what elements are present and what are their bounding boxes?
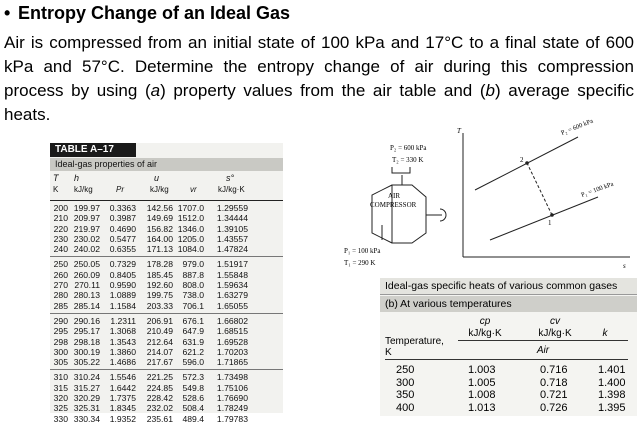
table-row [50,224,283,234]
table-row [50,316,283,326]
table-cell: 1.79783 [216,413,248,424]
compression-path [527,163,552,215]
isobar-p1 [490,197,598,240]
table-cell: 1.7375 [109,393,136,404]
table-cell: 230.02 [73,233,100,244]
table-cell: 164.00 [146,233,173,244]
table-cell: 1.39105 [216,223,248,234]
table-cell: 305.22 [73,357,100,368]
specific-heat-cell: 0.718 [540,376,568,389]
isobar-p1-label: P₁ = 100 kPa [580,180,615,199]
problem-text-2: ) property values from the air table and ( [160,81,486,100]
table-cell: 1.73498 [216,372,248,383]
col-h-unit: kJ/kg [74,185,93,194]
table-cell: 156.82 [146,223,173,234]
table-cell: 1346.0 [177,223,204,234]
table-cell: 1.5546 [109,372,136,383]
isobar-p2-label: P₂ = 600 kPa [560,117,595,137]
table-cell: 240 [53,244,68,255]
table-cell: 1707.0 [177,203,204,213]
table-cell: 260 [53,269,68,280]
col-cp-unit: kJ/kg·K [468,328,502,339]
table-cell: 300.19 [73,346,100,357]
table-cell: 808.0 [182,280,204,291]
table-cell: 1.43557 [216,233,248,244]
table-cell: 0.8405 [109,269,136,280]
col-vr: vr [190,185,197,194]
table-cell: 149.69 [146,213,173,224]
table-cell: 285.14 [73,300,100,311]
table-cell: 0.9590 [109,280,136,291]
table-cell: 596.0 [182,357,204,368]
outlet-pipe [392,167,410,173]
table-cell: 270 [53,280,68,291]
header-rule [458,340,628,341]
table-cell: 142.56 [146,203,173,213]
table-row [50,326,283,336]
table-cell: 330 [53,413,68,424]
table-row [50,280,283,290]
table-cell: 325.31 [73,403,100,414]
table-cell: 250 [53,259,68,270]
table-row [50,270,283,280]
table-cell: 528.6 [182,393,204,404]
table-cell: 221.25 [146,372,173,383]
specific-heats-title: Ideal-gas specific heats of various common gases [380,278,637,295]
col-k: k [602,328,608,339]
table-cell: 325 [53,403,68,414]
gas-name: Air [536,345,550,356]
table-cell: 738.0 [182,290,204,301]
table-cell: 1.69528 [216,336,248,347]
compressor-ts-diagram [330,117,637,275]
specific-heat-cell: 0.726 [540,401,568,414]
specific-heat-cell: 1.398 [598,389,626,401]
specific-heat-cell: 1.395 [598,401,626,414]
table-row [50,290,283,300]
table-body [50,201,283,426]
table-cell: 219.97 [73,223,100,234]
table-row [50,393,283,403]
compressor-label-1: AIR [388,192,401,200]
table-row [50,244,283,254]
table-cell: 206.91 [146,315,173,326]
table-row [50,259,283,269]
specific-heat-cell: 400 [396,401,415,414]
table-row [50,357,283,367]
table-cell: 1.63279 [216,290,248,301]
table-row-group [50,257,283,313]
table-cell: 280 [53,290,68,301]
inlet-pressure-label: P₁ = 100 kPa [344,247,381,255]
table-cell: 300 [53,346,68,357]
table-row [50,203,283,213]
table-cell: 489.4 [182,413,204,424]
col-h: h [74,173,80,183]
table-cell: 290 [53,315,68,326]
table-cell: 1.34444 [216,213,248,224]
table-row [50,234,283,244]
table-cell: 1.0889 [109,290,136,301]
table-cell: 0.7329 [109,259,136,270]
table-cell: 1.29559 [216,203,248,213]
table-cell: 171.13 [146,244,173,255]
specific-heat-cell: 1.401 [598,364,626,376]
table-cell: 676.1 [182,315,204,326]
specific-heats-subtitle: (b) At various temperatures [380,296,637,312]
table-cell: 621.2 [182,346,204,357]
table-row [50,372,283,382]
s-axis-label: s [623,262,626,270]
specific-heat-cell: 1.003 [468,364,496,376]
table-cell: 572.3 [182,372,204,383]
table-cell: 330.34 [73,413,100,424]
specific-heat-cell: 300 [396,376,415,389]
table-cell: 1512.0 [177,213,204,224]
state-1-label: 1 [548,219,552,227]
table-row [50,301,283,311]
table-cell: 199.75 [146,290,173,301]
table-cell: 315.27 [73,382,100,393]
table-cell: 1.66802 [216,315,248,326]
table-cell: 209.97 [73,213,100,224]
outlet-temperature-label: T₂ = 330 K [392,156,424,164]
table-cell: 1.3068 [109,326,136,337]
table-cell: 1.2311 [110,315,136,326]
table-cell: 185.45 [146,269,173,280]
table-title: TABLE A–17 [50,143,136,157]
table-cell: 508.4 [182,403,204,414]
table-cell: 240.02 [73,244,100,255]
table-cell: 1.51917 [216,259,248,270]
table-row-group [50,201,283,257]
table-cell: 1.70203 [216,346,248,357]
table-cell: 1.59634 [216,280,248,291]
table-cell: 1.55848 [216,269,248,280]
part-a-label: a [150,81,161,100]
table-cell: 192.60 [146,280,173,291]
table-subtitle: Ideal-gas properties of air [50,158,283,171]
specific-heat-cell: 1.013 [468,401,496,414]
table-cell: 1205.0 [177,233,204,244]
specific-heat-cell: 0.721 [540,389,568,401]
col-Pr: Pr [116,185,124,194]
col-cv-unit: kJ/kg·K [538,328,572,339]
specific-heat-cell: 350 [396,389,415,401]
table-cell: 1.9352 [109,413,136,424]
table-cell: 1084.0 [177,244,204,255]
table-cell: 305 [53,357,68,368]
table-cell: 1.3543 [109,336,136,347]
table-cell: 228.42 [146,393,173,404]
col-cp: cp [479,316,491,327]
table-row [50,337,283,347]
col-u-unit: kJ/kg [150,185,169,194]
table-cell: 0.3363 [109,203,136,213]
table-cell: 1.1584 [109,300,136,311]
table-cell: 214.07 [146,346,173,357]
col-s: s° [226,173,235,183]
col-T-unit: K [53,185,59,194]
table-cell: 232.02 [146,403,173,414]
specific-heat-cell: 0.716 [540,364,568,376]
table-row [50,403,283,413]
table-cell: 217.67 [146,357,173,368]
specific-heat-cell: 1.008 [468,389,496,401]
table-cell: 320.29 [73,393,100,404]
table-cell: 0.6355 [109,244,136,255]
specific-heat-cell: 1.005 [468,376,496,389]
table-cell: 210 [53,213,68,224]
air-properties-table [50,143,283,424]
table-cell: 178.28 [146,259,173,270]
specific-heat-cell: 1.400 [598,376,626,389]
table-cell: 1.8345 [109,403,136,414]
col-u: u [154,173,160,183]
t-axis-label: T [457,127,461,135]
table-cell: 295 [53,326,68,337]
table-cell: 210.49 [146,326,173,337]
table-cell: 1.71865 [216,357,248,368]
table-cell: 230 [53,233,68,244]
table-cell: 887.8 [182,269,204,280]
table-cell: 0.4690 [109,223,136,234]
slide-heading [4,3,290,24]
compressor-label-2: COMPRESSOR [370,201,417,209]
table-cell: 200 [53,203,68,213]
table-row [50,347,283,357]
table-cell: 1.76690 [216,393,248,404]
part-b-label: b [485,81,495,100]
table-cell: 310.24 [73,372,100,383]
table-cell: 224.85 [146,382,173,393]
table-cell: 280.13 [73,290,100,301]
col-temperature-unit: K [385,347,392,358]
table-cell: 647.9 [182,326,204,337]
table-cell: 1.3860 [109,346,136,357]
col-T: T [53,173,59,183]
table-row [50,383,283,393]
problem-statement [4,31,634,127]
table-cell: 549.8 [182,382,204,393]
table-cell: 315 [53,382,68,393]
table-cell: 0.5477 [109,233,136,244]
table-cell: 260.09 [73,269,100,280]
table-cell: 310 [53,372,68,383]
table-cell: 0.3987 [109,213,136,224]
col-cv: cv [550,316,560,327]
inlet-temperature-label: T₁ = 290 K [344,259,376,267]
outlet-pressure-label: P₂ = 600 kPa [390,144,427,152]
col-temperature: Temperature, [385,336,444,347]
col-s-unit: kJ/kg·K [218,185,245,194]
table-cell: 706.1 [182,300,204,311]
table-cell: 1.68515 [216,326,248,337]
table-cell: 1.4686 [109,357,136,368]
table-cell: 1.78249 [216,403,248,414]
table-cell: 235.61 [146,413,173,424]
table-cell: 199.97 [73,203,100,213]
table-cell: 298.18 [73,336,100,347]
table-cell: 320 [53,393,68,404]
state-2-label: 2 [520,156,524,164]
table-cell: 631.9 [182,336,204,347]
table-header [50,171,283,201]
table-cell: 270.11 [74,280,100,291]
table-row-group [50,370,283,425]
table-cell: 295.17 [73,326,100,337]
table-cell: 285 [53,300,68,311]
bullet: • [4,3,11,23]
table-cell: 979.0 [182,259,204,270]
table-cell: 212.64 [146,336,173,347]
table-cell: 203.33 [146,300,173,311]
table-row [50,213,283,223]
table-cell: 298 [53,336,68,347]
table-row [50,414,283,424]
table-cell: 250.05 [73,259,100,270]
table-cell: 1.65055 [216,300,248,311]
specific-heat-cell: 250 [396,364,415,376]
table-cell: 290.16 [73,315,100,326]
specific-heats-table [380,278,637,416]
table-cell: 1.47824 [216,244,248,255]
problem-text-3: ) average specific heats. [4,81,634,124]
table-cell: 1.75106 [216,382,248,393]
body-rule [385,359,628,360]
table-row-group [50,314,283,370]
table-cell: 1.6442 [109,382,136,393]
problem-text-1: Air is compressed from an initial state of 100 kPa and 17°C to a final state of 600 kPa and 57°C. Determine the entropy change of air during this compression process by using ( [4,33,634,100]
slide-title: Entropy Change of an Ideal Gas [18,3,291,23]
table-cell: 220 [53,223,68,234]
